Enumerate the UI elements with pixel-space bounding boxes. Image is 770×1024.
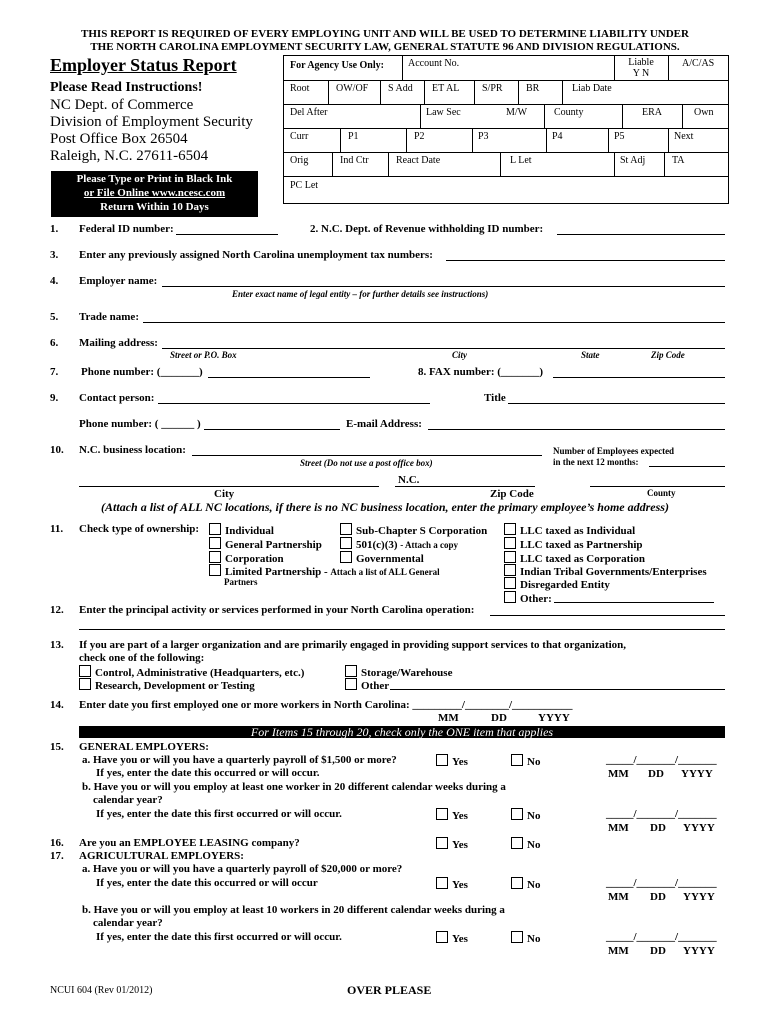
agency-address <box>50 97 253 165</box>
contact-person-label: Contact person: <box>79 392 155 404</box>
checkbox[interactable] <box>209 523 221 535</box>
option-label: Limited Partnership - <box>225 566 328 578</box>
employer-name-hint: Enter exact name of legal entity – for further details see instructions) <box>232 289 489 299</box>
ownership-individual[interactable] <box>209 523 274 537</box>
q17a-no[interactable] <box>511 877 540 891</box>
item-number: 9. <box>50 392 59 404</box>
checkbox[interactable] <box>504 523 516 535</box>
principal-activity-label: Enter the principal activity or services performed in your North Carolina operation: <box>79 604 475 616</box>
option-label: Other <box>361 680 390 692</box>
ink-notice-line: Please Type or Print in Black Ink <box>76 173 233 185</box>
q15a-no[interactable] <box>511 754 540 768</box>
ownership-governmental[interactable] <box>340 551 424 565</box>
q17a-yes[interactable] <box>436 877 468 891</box>
nc-label: N.C. <box>398 474 420 486</box>
option-label: No <box>527 839 541 851</box>
agency-field: P5 <box>614 131 625 142</box>
agency-field: OW/OF <box>336 83 369 94</box>
checkbox[interactable] <box>340 537 352 549</box>
checkbox[interactable] <box>340 551 352 563</box>
ownership-general-partnership[interactable] <box>209 537 322 551</box>
option-label: Other: <box>520 593 552 605</box>
agency-field: County <box>554 107 584 118</box>
checkbox[interactable] <box>209 551 221 563</box>
support-research[interactable] <box>79 678 255 692</box>
year-caption: YYYY <box>683 891 715 903</box>
year-caption: YYYY <box>538 712 570 724</box>
option-label: Storage/Warehouse <box>361 667 453 679</box>
employees-field[interactable] <box>649 466 725 467</box>
item-number: 16. <box>50 837 64 849</box>
street-caption: Street or P.O. Box <box>170 350 237 360</box>
agency-field: ET AL <box>432 83 460 94</box>
mailing-address-label: Mailing address: <box>79 337 158 349</box>
ownership-corporation[interactable] <box>209 551 284 565</box>
support-control-admin[interactable] <box>79 665 304 679</box>
federal-id-label: Federal ID number: <box>79 223 174 235</box>
agency-field: ERA <box>642 107 662 118</box>
item-number: 12. <box>50 604 64 616</box>
q17b-yes[interactable] <box>436 931 468 945</box>
agency-field: Own <box>694 107 714 118</box>
liable-label: Liable <box>628 57 654 68</box>
option-label: Yes <box>452 756 468 768</box>
ownership-disregarded[interactable] <box>504 577 610 591</box>
option-label: Yes <box>452 839 468 851</box>
item-number: 14. <box>50 699 64 711</box>
option-note: Partners <box>224 577 258 587</box>
q15a-sub: If yes, enter the date this occurred or will occur. <box>96 767 320 779</box>
items-15-20-banner: For Items 15 through 20, check only the ONE item that applies <box>79 726 725 738</box>
checkbox[interactable] <box>436 931 448 943</box>
q17b-no[interactable] <box>511 931 540 945</box>
item-number: 3. <box>50 249 59 261</box>
q15a-date-field[interactable]: _____/_______/_______ <box>606 754 717 766</box>
option-label: General Partnership <box>225 539 322 551</box>
checkbox[interactable] <box>79 678 91 690</box>
support-services-label-2: check one of the following: <box>79 652 205 664</box>
agency-field: P3 <box>478 131 489 142</box>
item-number: 13. <box>50 639 64 651</box>
address-line: Raleigh, N.C. 27611-6504 <box>50 148 209 164</box>
business-county-field[interactable] <box>590 486 725 487</box>
agency-field: TA <box>672 155 685 166</box>
option-label: Sub-Chapter S Corporation <box>356 525 488 537</box>
item-number: 15. <box>50 741 64 753</box>
agency-field: P1 <box>348 131 359 142</box>
item-number: 6. <box>50 337 59 349</box>
q17b-label-2: calendar year? <box>93 917 163 929</box>
checkbox[interactable] <box>345 665 357 677</box>
page-title: Employer Status Report <box>50 55 237 75</box>
checkbox[interactable] <box>504 577 516 589</box>
q15b-no[interactable] <box>511 808 540 822</box>
address-line: NC Dept. of Commerce <box>50 97 194 113</box>
agency-field: P2 <box>414 131 425 142</box>
trade-name-field[interactable] <box>143 322 725 323</box>
address-line: Post Office Box 26504 <box>50 131 188 147</box>
city-caption: City <box>452 350 467 360</box>
ownership-llc-corporation[interactable] <box>504 551 645 565</box>
q17b-label: b. Have you or will you employ at least 10 workers in 20 different calendar weeks during a <box>82 904 505 916</box>
email-field[interactable] <box>428 429 725 430</box>
year-caption: YYYY <box>683 822 715 834</box>
agency-field: Del After <box>290 107 328 118</box>
agency-title: For Agency Use Only: <box>290 60 384 71</box>
business-street-field[interactable] <box>192 455 542 456</box>
q16-yes[interactable] <box>436 837 468 851</box>
month-caption: MM <box>608 768 629 780</box>
state-caption: State <box>581 350 600 360</box>
checkbox[interactable] <box>511 877 523 889</box>
day-caption: DD <box>650 822 666 834</box>
contact-person-field[interactable] <box>158 403 430 404</box>
city-caption: City <box>214 488 235 500</box>
option-label: LLC taxed as Partnership <box>520 539 643 551</box>
month-caption: MM <box>608 891 629 903</box>
option-note: Attach a list of ALL General <box>330 567 440 577</box>
option-label: No <box>527 879 541 891</box>
support-other[interactable] <box>345 678 389 692</box>
ownership-limited-partnership[interactable] <box>209 564 440 578</box>
ownership-subchapter-s[interactable] <box>340 523 487 537</box>
checkbox[interactable] <box>511 931 523 943</box>
day-caption: DD <box>650 945 666 957</box>
option-label: 501(c)(3) <box>356 539 398 551</box>
checkbox[interactable] <box>511 837 523 849</box>
q17b-sub: If yes, enter the date this first occurred or will occur. <box>96 931 342 943</box>
checkbox[interactable] <box>436 877 448 889</box>
liable-yn: Y N <box>632 68 650 79</box>
q17a-label: a. Have you or will you have a quarterly payroll of $20,000 or more? <box>82 863 403 875</box>
email-label: E-mail Address: <box>346 418 422 430</box>
checkbox[interactable] <box>436 837 448 849</box>
option-label: Disregarded Entity <box>520 579 610 591</box>
ownership-llc-individual[interactable] <box>504 523 635 537</box>
option-label: Control, Administrative (Headquarters, etc.) <box>95 667 305 679</box>
item-number: 5. <box>50 311 59 323</box>
agency-field: S Add <box>388 83 413 94</box>
item-number: 1. <box>50 223 59 235</box>
business-location-label: N.C. business location: <box>79 444 186 456</box>
item-number: 7. <box>50 366 59 378</box>
year-caption: YYYY <box>681 768 713 780</box>
q17b-date-field[interactable]: _____/_______/_______ <box>606 931 717 943</box>
withholding-id-field[interactable] <box>557 234 725 235</box>
employee-leasing-label: Are you an EMPLOYEE LEASING company? <box>79 837 300 849</box>
agency-field: Orig <box>290 155 309 166</box>
federal-id-field[interactable] <box>176 234 278 235</box>
option-label: Corporation <box>225 553 284 565</box>
agency-field: Liab Date <box>572 83 612 94</box>
header-line-2: THE NORTH CAROLINA EMPLOYMENT SECURITY LAW, GENERAL STATUTE 96 AND DIVISION REGULATIONS. <box>90 41 680 53</box>
support-other-field[interactable] <box>390 689 725 690</box>
agency-field: S/PR <box>482 83 503 94</box>
checkbox[interactable] <box>209 537 221 549</box>
employees-caption: Number of Employees expected <box>553 446 675 456</box>
agency-use-box <box>283 55 729 204</box>
q15b-sub: If yes, enter the date this first occurred or will occur. <box>96 808 342 820</box>
agricultural-employers-label: AGRICULTURAL EMPLOYERS: <box>79 850 244 862</box>
month-caption: MM <box>608 822 629 834</box>
title-field[interactable] <box>508 403 725 404</box>
ink-notice-box <box>51 171 258 217</box>
ownership-other-field[interactable] <box>554 602 714 603</box>
checkbox[interactable] <box>209 564 221 576</box>
zip-caption: Zip Code <box>490 488 534 500</box>
checkbox[interactable] <box>436 808 448 820</box>
option-label: Indian Tribal Governments/Enterprises <box>520 566 707 578</box>
first-employed-label: Enter date you first employed one or more workers in North Carolina: _________/________/___________ <box>79 699 573 711</box>
q17a-sub: If yes, enter the date this occurred or will occur <box>96 877 318 889</box>
business-city-field[interactable] <box>79 486 379 487</box>
q15b-date-field[interactable]: _____/_______/_______ <box>606 808 717 820</box>
q15b-label: b. Have you or will you employ at least one worker in 20 different calendar weeks during a <box>82 781 506 793</box>
agency-field: Root <box>290 83 310 94</box>
ownership-llc-partnership[interactable] <box>504 537 643 551</box>
option-label: No <box>527 933 541 945</box>
withholding-id-label: 2. N.C. Dept. of Revenue withholding ID number: <box>310 223 544 235</box>
agency-field: P4 <box>552 131 563 142</box>
ownership-label: Check type of ownership: <box>79 523 200 535</box>
support-storage[interactable] <box>345 665 452 679</box>
checkbox[interactable] <box>511 754 523 766</box>
agency-field: Ind Ctr <box>340 155 369 166</box>
business-zip-field[interactable] <box>395 486 535 487</box>
trade-name-label: Trade name: <box>79 311 139 323</box>
q17a-date-field[interactable]: _____/_______/_______ <box>606 877 717 889</box>
option-label: No <box>527 756 541 768</box>
agency-field: BR <box>526 83 540 94</box>
prior-tax-numbers-field[interactable] <box>446 260 725 261</box>
agency-field: St Adj <box>620 155 646 166</box>
acas-label: A/C/AS <box>682 58 715 69</box>
street-caption: Street (Do not use a post office box) <box>300 458 433 468</box>
item-number: 11. <box>50 523 64 535</box>
agency-field: PC Let <box>290 180 319 191</box>
ink-notice-line: or File Online www.ncesc.com <box>83 187 226 199</box>
ownership-501c3[interactable] <box>340 537 458 551</box>
option-label: No <box>527 810 541 822</box>
ownership-indian-tribal[interactable] <box>504 564 707 578</box>
option-label: Yes <box>452 879 468 891</box>
option-label: Yes <box>452 810 468 822</box>
option-label: Research, Development or Testing <box>95 680 255 692</box>
principal-activity-field[interactable] <box>490 615 725 616</box>
contact-phone-field[interactable] <box>204 429 340 430</box>
employees-caption: in the next 12 months: <box>553 457 639 467</box>
checkbox[interactable] <box>436 754 448 766</box>
phone-field[interactable] <box>208 377 370 378</box>
q16-no[interactable] <box>511 837 540 851</box>
agency-field: React Date <box>396 155 441 166</box>
instructions-note: Please Read Instructions! <box>50 80 203 95</box>
county-caption: County <box>647 488 676 498</box>
fax-label: 8. FAX number: (_______) <box>418 366 544 378</box>
header-line-1: THIS REPORT IS REQUIRED OF EVERY EMPLOYING UNIT AND WILL BE USED TO DETERMINE LIABILITY UNDER <box>81 28 689 40</box>
checkbox[interactable] <box>511 808 523 820</box>
day-caption: DD <box>650 891 666 903</box>
day-caption: DD <box>648 768 664 780</box>
agency-field: Next <box>674 131 694 142</box>
agency-field: Curr <box>290 131 309 142</box>
year-caption: YYYY <box>683 945 715 957</box>
form-number: NCUI 604 (Rev 01/2012) <box>50 985 153 996</box>
checkbox[interactable] <box>345 678 357 690</box>
fax-field[interactable] <box>553 377 725 378</box>
phone-label: Phone number: (_______) <box>81 366 203 378</box>
employer-name-field[interactable] <box>162 286 725 287</box>
checkbox[interactable] <box>504 551 516 563</box>
agency-field: Law Sec <box>426 107 461 118</box>
item-number: 10. <box>50 444 64 456</box>
attach-locations-note: (Attach a list of ALL NC locations, if there is no NC business location, enter the primary employee’s home address) <box>101 500 669 514</box>
item-number: 17. <box>50 850 64 862</box>
account-no-label: Account No. <box>408 58 460 69</box>
ownership-other[interactable] <box>504 591 552 605</box>
title-label: Title <box>484 392 506 404</box>
option-label: LLC taxed as Individual <box>520 525 636 537</box>
support-services-label: If you are part of a larger organization and are primarily engaged in providing support services to that organization, <box>79 639 627 651</box>
option-label: Governmental <box>356 553 424 565</box>
checkbox[interactable] <box>340 523 352 535</box>
general-employers-label: GENERAL EMPLOYERS: <box>79 741 209 753</box>
checkbox[interactable] <box>504 537 516 549</box>
agency-field: L Let <box>510 155 532 166</box>
ink-notice-line: Return Within 10 Days <box>100 201 209 213</box>
q15b-label-2: calendar year? <box>93 794 163 806</box>
contact-phone-label: Phone number: ( ______ ) <box>79 418 201 430</box>
principal-activity-field-2[interactable] <box>79 629 725 630</box>
option-label: Individual <box>225 525 274 537</box>
month-caption: MM <box>438 712 459 724</box>
agency-field: M/W <box>506 107 528 118</box>
checkbox[interactable] <box>504 591 516 603</box>
q15b-yes[interactable] <box>436 808 468 822</box>
mailing-address-field[interactable] <box>162 348 725 349</box>
option-label: Yes <box>452 933 468 945</box>
checkbox[interactable] <box>504 564 516 576</box>
prior-tax-numbers-label: Enter any previously assigned North Carolina unemployment tax numbers: <box>79 249 433 261</box>
employer-name-label: Employer name: <box>79 275 158 287</box>
q15a-yes[interactable] <box>436 754 468 768</box>
option-label: LLC taxed as Corporation <box>520 553 645 565</box>
month-caption: MM <box>608 945 629 957</box>
checkbox[interactable] <box>79 665 91 677</box>
option-note: - Attach a copy <box>400 540 459 550</box>
day-caption: DD <box>491 712 507 724</box>
address-line: Division of Employment Security <box>50 114 253 130</box>
over-please: OVER PLEASE <box>347 983 432 997</box>
item-number: 4. <box>50 275 59 287</box>
zip-caption: Zip Code <box>651 350 685 360</box>
q15a-label: a. Have you or will you have a quarterly payroll of $1,500 or more? <box>82 754 397 766</box>
